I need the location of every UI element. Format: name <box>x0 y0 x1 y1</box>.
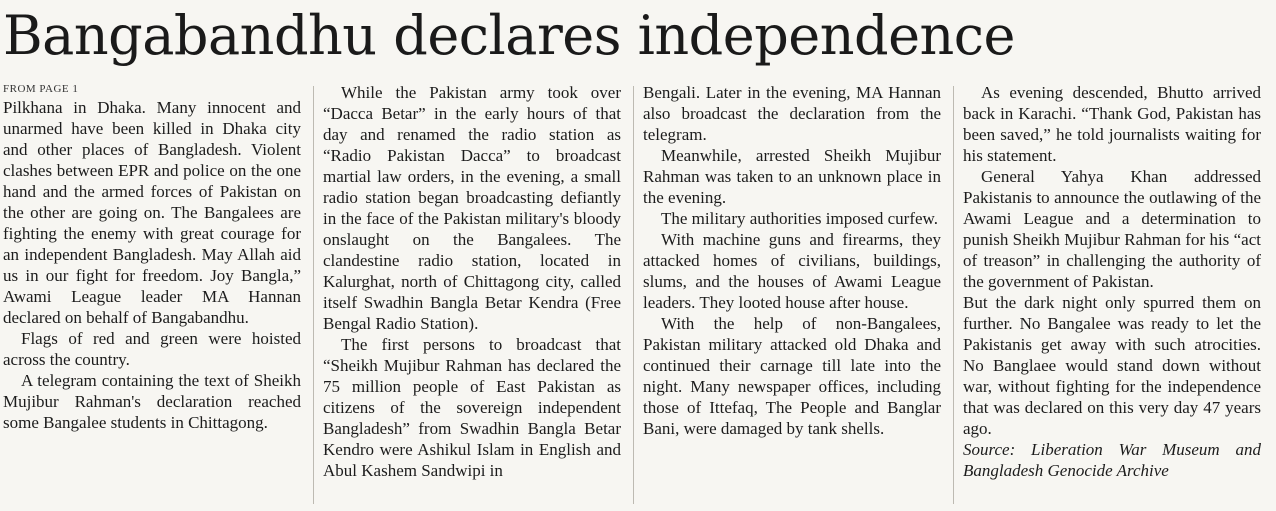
paragraph: With machine guns and firearms, they attacked homes of civilians, buildings, slums, and the houses of Awami League leaders. They looted house after house. <box>643 230 941 312</box>
paragraph: Flags of red and green were hoisted across the country. <box>3 329 301 369</box>
headline: Bangabandhu declares independence <box>3 4 1016 67</box>
column-rule <box>633 86 634 504</box>
paragraph: The first persons to broadcast that “Sheikh Mujibur Rahman has declared the 75 million people of East Pakistan as citizens of the sovereign independent Bangladesh” from Swadhin Bangla Betar Kendro were Ashikul Islam in English and Abul Kashem Sandwipi in <box>323 335 621 480</box>
paragraph: Bengali. Later in the evening, MA Hannan also broadcast the declaration from the telegram. <box>643 83 941 144</box>
paragraph: General Yahya Khan addressed Pakistanis to announce the outlawing of the Awami League and a determination to punish Sheikh Mujibur Rahman for his “act of treason” in challenging the authority of the government of Pakistan. <box>963 167 1261 291</box>
paragraph: A telegram containing the text of Sheikh Mujibur Rahman's declaration reached some Bangalee students in Chittagong. <box>3 371 301 432</box>
column-3 <box>643 82 941 508</box>
column-2 <box>323 82 621 508</box>
continued-from-label: FROM PAGE 1 <box>3 83 79 95</box>
paragraph: The military authorities imposed curfew. <box>661 209 938 228</box>
column-4 <box>963 82 1261 508</box>
paragraph: Meanwhile, arrested Sheikh Mujibur Rahman was taken to an unknown place in the evening. <box>643 146 941 207</box>
column-rule <box>953 86 954 504</box>
paragraph: As evening descended, Bhutto arrived back in Karachi. “Thank God, Pakistan has been saved,” he told journalists waiting for his statement. <box>963 83 1261 165</box>
article-body <box>3 82 1265 508</box>
paragraph: While the Pakistan army took over “Dacca Betar” in the early hours of that day and renamed the radio station as “Radio Pakistan Dacca” to broadcast martial law orders, in the evening, a small radio station began broadcasting defiantly in the face of the Pakistan military's bloody onslaught on the Bangalees. The clandestine radio station, located in Kalurghat, north of Chittagong city, called itself Swadhin Bangla Betar Kendra (Free Bengal Radio Station). <box>323 83 621 333</box>
column-rule <box>313 86 314 504</box>
source-credit: Source: Liberation War Museum and Bangladesh Genocide Archive <box>963 440 1261 480</box>
paragraph: Pilkhana in Dhaka. Many innocent and unarmed have been killed in Dhaka city and other places of Bangladesh. Violent clashes between EPR and police on the one hand and the armed forces of Pakistan on the other are going on. The Bangalees are fighting the enemy with great courage for an independent Bangladesh. May Allah aid us in our fight for freedom. Joy Bangla,” Awami League leader MA Hannan declared on behalf of Bangabandhu. <box>3 98 301 327</box>
paragraph: But the dark night only spurred them on further. No Bangalee was ready to let the Pakistanis get away with such atrocities. No Banglaee would stand down without war, without fighting for the independence that was declared on this very day 47 years ago. <box>963 293 1261 438</box>
column-1 <box>3 82 301 508</box>
paragraph: With the help of non-Bangalees, Pakistan military attacked old Dhaka and continued their carnage till late into the night. Many newspaper offices, including those of Ittefaq, The People and Banglar Bani, were damaged by tank shells. <box>643 314 941 438</box>
